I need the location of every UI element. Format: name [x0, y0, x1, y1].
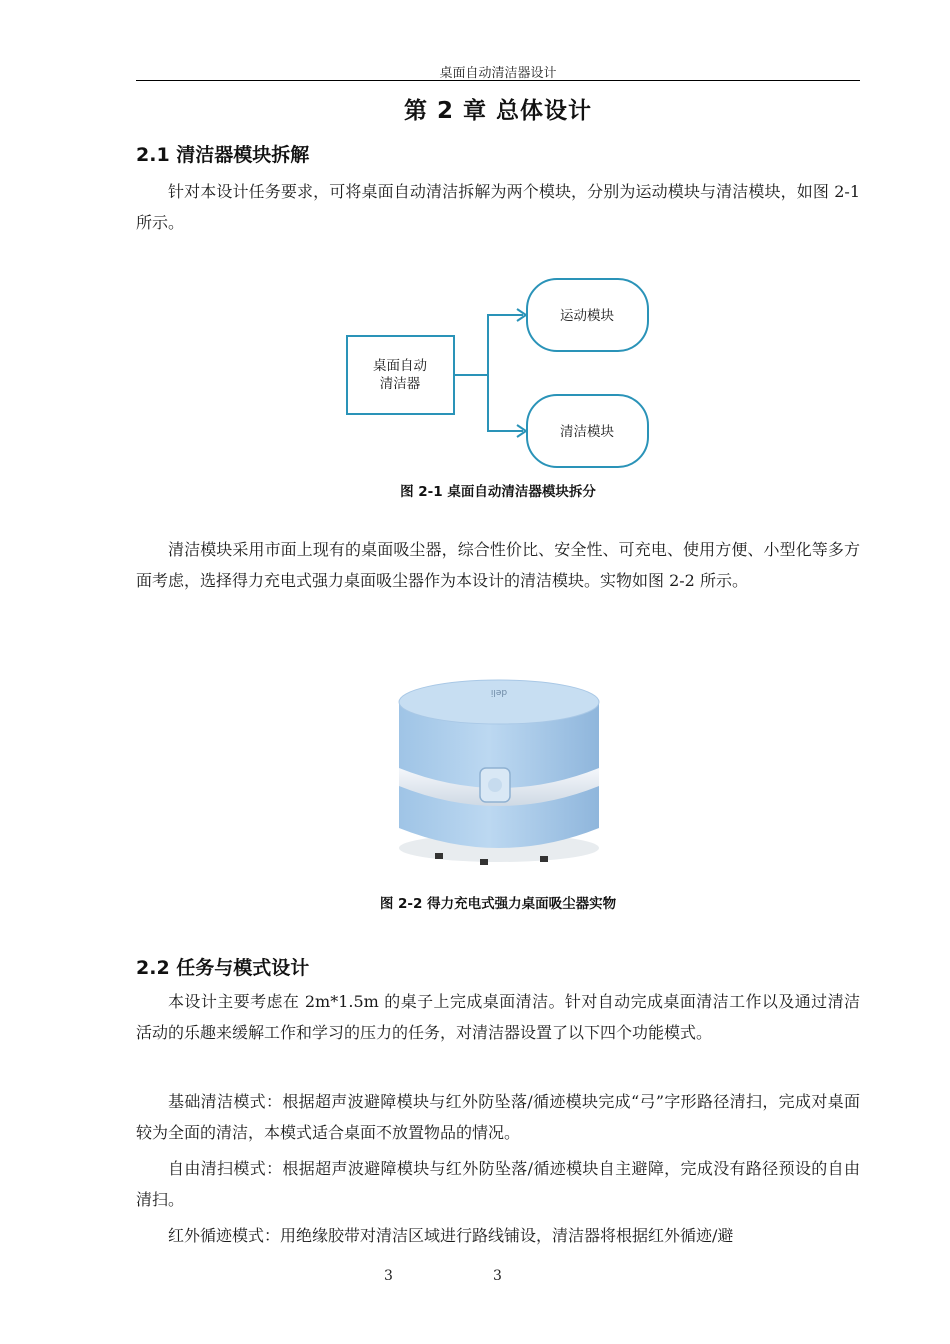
paragraph-basic-mode: 基础清洁模式：根据超声波避障模块与红外防坠落/循迹模块完成“弓”字形路径清扫，完成对桌面较为全面的清洁，本模式适合桌面不放置物品的情况。: [136, 1092, 860, 1142]
paragraph-infrared-mode: 红外循迹模式：用绝缘胶带对清洁区域进行路线铺设，清洁器将根据红外循迹/避: [168, 1226, 734, 1245]
vacuum-brand: deli: [490, 687, 508, 697]
diagram-cleaning-label: 清洁模块: [560, 424, 614, 440]
figure-2-2-caption: 图 2-2 得力充电式强力桌面吸尘器实物: [379, 896, 617, 912]
running-header: 桌面自动清洁器设计: [439, 66, 557, 81]
diagram-root-label-1: 桌面自动: [373, 358, 427, 374]
page-number-left: 3: [384, 1268, 393, 1284]
paragraph-cleaning-module: 清洁模块采用市面上现有的桌面吸尘器，综合性价比、安全性、可充电、使用方便、小型化等多方面考虑，选择得力充电式强力桌面吸尘器作为本设计的清洁模块。实物如图 2-2 所示。: [136, 540, 860, 590]
page-number-right: 3: [493, 1268, 502, 1284]
header-rule: [136, 80, 860, 81]
diagram-motion-label: 运动模块: [560, 308, 614, 324]
diagram-connector-top: [454, 315, 523, 375]
power-button-dot: [488, 778, 502, 792]
diagram-connector-bottom: [488, 375, 523, 431]
module-diagram: [340, 272, 660, 477]
vacuum-foot: [435, 853, 443, 859]
vacuum-foot: [480, 859, 488, 865]
paragraph-free-mode: 自由清扫模式：根据超声波避障模块与红外防坠落/循迹模块自主避障，完成没有路径预设的自由清扫。: [136, 1159, 860, 1209]
vacuum-photo: [385, 668, 615, 873]
figure-2-1-caption: 图 2-1 桌面自动清洁器模块拆分: [400, 484, 596, 500]
paragraph-task-design: 本设计主要考虑在 2m*1.5m 的桌子上完成桌面清洁。针对自动完成桌面清洁工作以及通过清洁活动的乐趣来缓解工作和学习的压力的任务，对清洁器设置了以下四个功能模式。: [136, 992, 860, 1042]
section-title-2-1: 2.1 清洁器模块拆解: [136, 144, 310, 166]
paragraph-module-split: 针对本设计任务要求，可将桌面自动清洁拆解为两个模块，分别为运动模块与清洁模块，如图 2-1 所示。: [136, 182, 860, 232]
vacuum-foot: [540, 856, 548, 862]
diagram-root-label-2: 清洁器: [379, 376, 421, 392]
vacuum-lid: [399, 680, 599, 724]
section-title-2-2: 2.2 任务与模式设计: [136, 957, 310, 979]
diagram-root-box: [347, 336, 454, 414]
chapter-title: 第 2 章 总体设计: [403, 98, 593, 124]
